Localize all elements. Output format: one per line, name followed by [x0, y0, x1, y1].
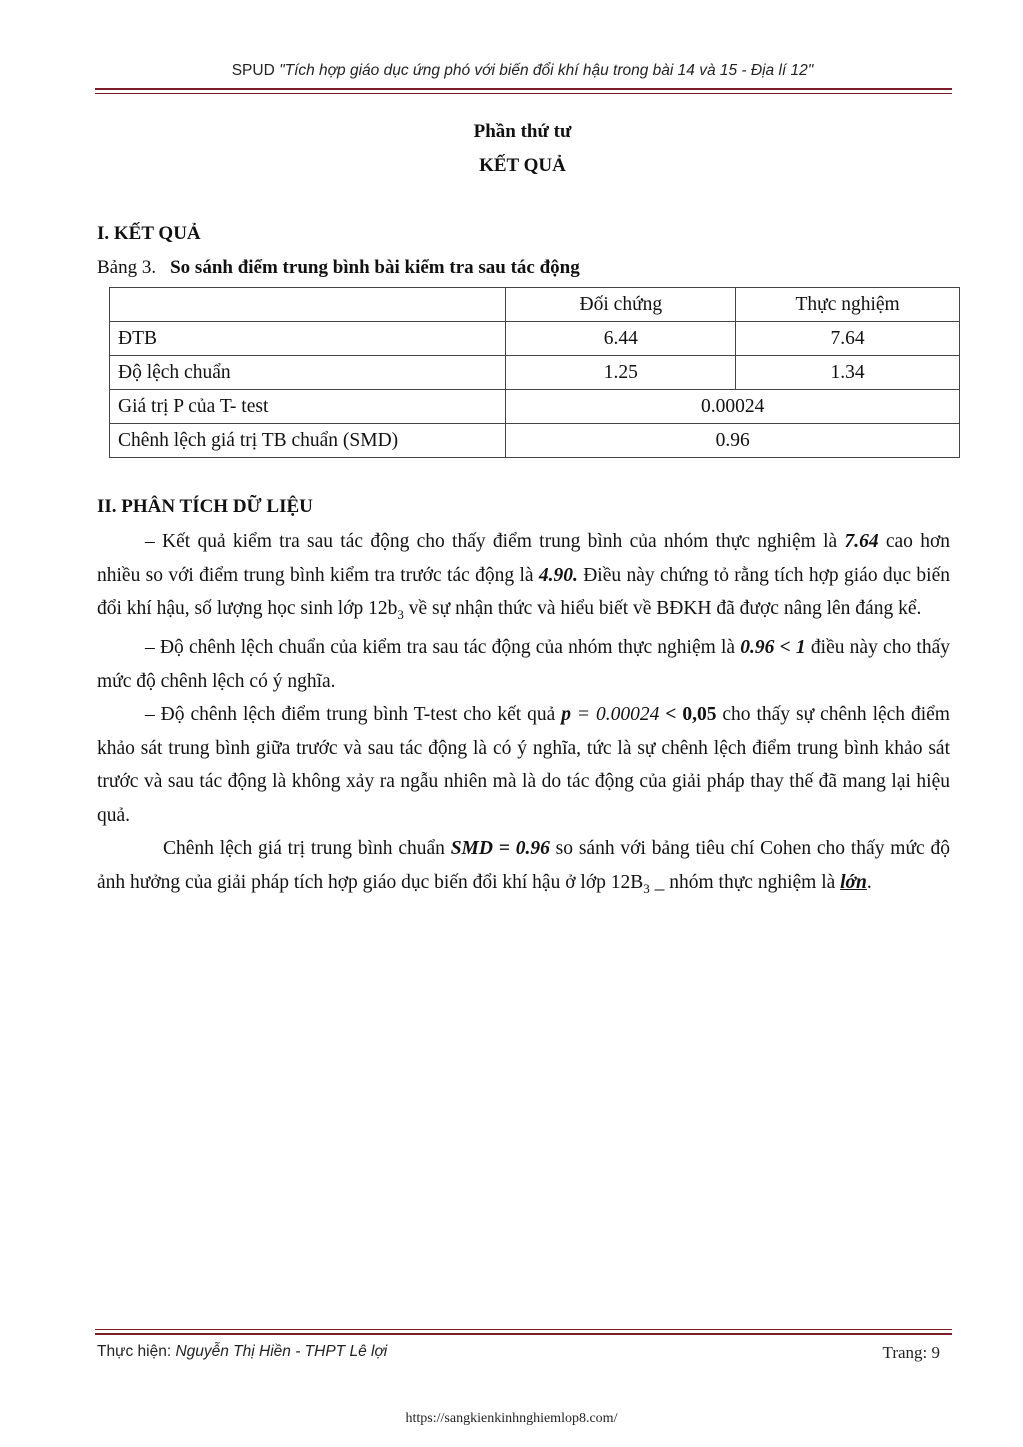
p4-subscript: 3	[643, 880, 650, 896]
page-number: 9	[931, 1343, 940, 1362]
row-merged-value: 0.96	[506, 424, 960, 458]
p3-value-2: = 0.00024	[570, 704, 666, 726]
header-title: "Tích hợp giáo dục ứng phó với biến đổi khí hậu trong bài 14 và 15 - Địa lí 12"	[279, 62, 814, 79]
header-rule-thin	[95, 93, 952, 94]
section1-heading: I. KẾT QUẢ	[97, 223, 201, 244]
row-label: Độ lệch chuẩn	[110, 356, 506, 390]
table-row	[110, 356, 960, 390]
p2-text-a: – Độ chênh lệch chuẩn của kiểm tra sau tác động của nhóm thực nghiệm là	[145, 637, 741, 659]
section2-heading: II. PHÂN TÍCH DỮ LIỆU	[97, 496, 313, 517]
table-row	[110, 424, 960, 458]
table-row	[110, 390, 960, 424]
caption-title: So sánh điểm trung bình bài kiểm tra sau tác động	[170, 257, 580, 278]
paragraph-2	[97, 631, 950, 698]
p1-text-c: Điều này chứng tỏ rằng tích hợp giáo dục biến đổi khí hậu, số lượng học sinh lớp 12b	[97, 564, 951, 619]
part-title: KẾT QUẢ	[479, 155, 566, 176]
p1-value-1: 7.64	[844, 531, 879, 552]
results-table	[109, 287, 960, 458]
p1-text-d: về sự nhận thức và hiểu biết về BĐKH đã được nâng lên đáng kể.	[403, 598, 922, 619]
p4-value-1: SMD = 0.96	[450, 838, 550, 860]
p1-subscript: 3	[397, 606, 404, 622]
row-merged-value: 0.00024	[506, 390, 960, 424]
part-label: Phần thứ tư	[473, 121, 572, 142]
table-header-experiment: Thực nghiệm	[736, 288, 960, 322]
header-rule	[95, 88, 952, 90]
p4-text-b: so sánh với bảng tiêu chí Cohen cho thấy mức độ ảnh hưởng của giải pháp tích hợp giáo dục biến đổi khí hậu ở lớp 12B	[97, 838, 950, 893]
p4-value-2: lớn	[840, 871, 867, 893]
analysis-body	[97, 525, 950, 905]
footer-author: Nguyễn Thị Hiền - THPT Lê lợi	[175, 1343, 388, 1360]
p3-text-b: cho thấy sự chênh lệch điểm khảo sát trung bình giữa trước và sau tác động là có ý nghĩa, tức là sự chênh lệch điểm trung bình khảo sát trước và sau tác động là không xảy ra ngẫu nhiên mà là do tác động của giải pháp thay thế đã mang lại hiệu quả.	[97, 704, 950, 826]
p3-value-3: < 0,05	[665, 704, 717, 726]
row-control: 1.25	[506, 356, 736, 390]
table-header-control: Đối chứng	[506, 288, 736, 322]
row-experiment: 1.34	[736, 356, 960, 390]
p1-text-a: – Kết quả kiểm tra sau tác động cho thấy điểm trung bình của nhóm thực nghiệm là	[145, 531, 845, 552]
p1-text-b: cao hơn nhiều so với điểm trung bình kiểm tra trước tác động là	[97, 531, 951, 586]
table-row	[110, 322, 960, 356]
table-header-empty	[110, 288, 506, 322]
table-caption	[97, 257, 580, 279]
header-prefix: SPUD	[231, 62, 280, 79]
p4-text-d: .	[866, 871, 872, 893]
p1-value-2: 4.90.	[538, 564, 578, 586]
caption-label: Bảng 3.	[97, 257, 157, 278]
paragraph-3	[97, 698, 950, 832]
row-label: Giá trị P của T- test	[110, 390, 506, 424]
table-header-row	[110, 288, 960, 322]
p2-text-b: điều này cho thấy mức độ chênh lệch có ý nghĩa.	[97, 637, 950, 692]
page-footer	[97, 1343, 940, 1361]
row-control: 6.44	[506, 322, 736, 356]
footer-rule	[95, 1333, 952, 1335]
paragraph-1	[97, 525, 950, 631]
page-header	[95, 62, 950, 80]
source-url[interactable]: https://sangkienkinhnghiemlop8.com/	[405, 1411, 618, 1426]
row-label: Chênh lệch giá trị TB chuẩn (SMD)	[110, 424, 506, 458]
page-label: Trang:	[882, 1343, 932, 1362]
row-experiment: 7.64	[736, 322, 960, 356]
footer-label: Thực hiện:	[97, 1343, 176, 1360]
p4-text-c: _ nhóm thực nghiệm là	[649, 871, 841, 893]
paragraph-4	[97, 832, 950, 905]
p4-text-a: Chênh lệch giá trị trung bình chuẩn	[163, 838, 451, 860]
row-label: ĐTB	[110, 322, 506, 356]
p3-value-1: p	[561, 704, 571, 726]
page-number-block	[883, 1343, 940, 1363]
p2-value-1: 0.96 < 1	[740, 637, 806, 659]
p3-text-a: – Độ chênh lệch điểm trung bình T-test cho kết quả	[145, 704, 562, 726]
footer-rule-thin	[95, 1329, 952, 1330]
